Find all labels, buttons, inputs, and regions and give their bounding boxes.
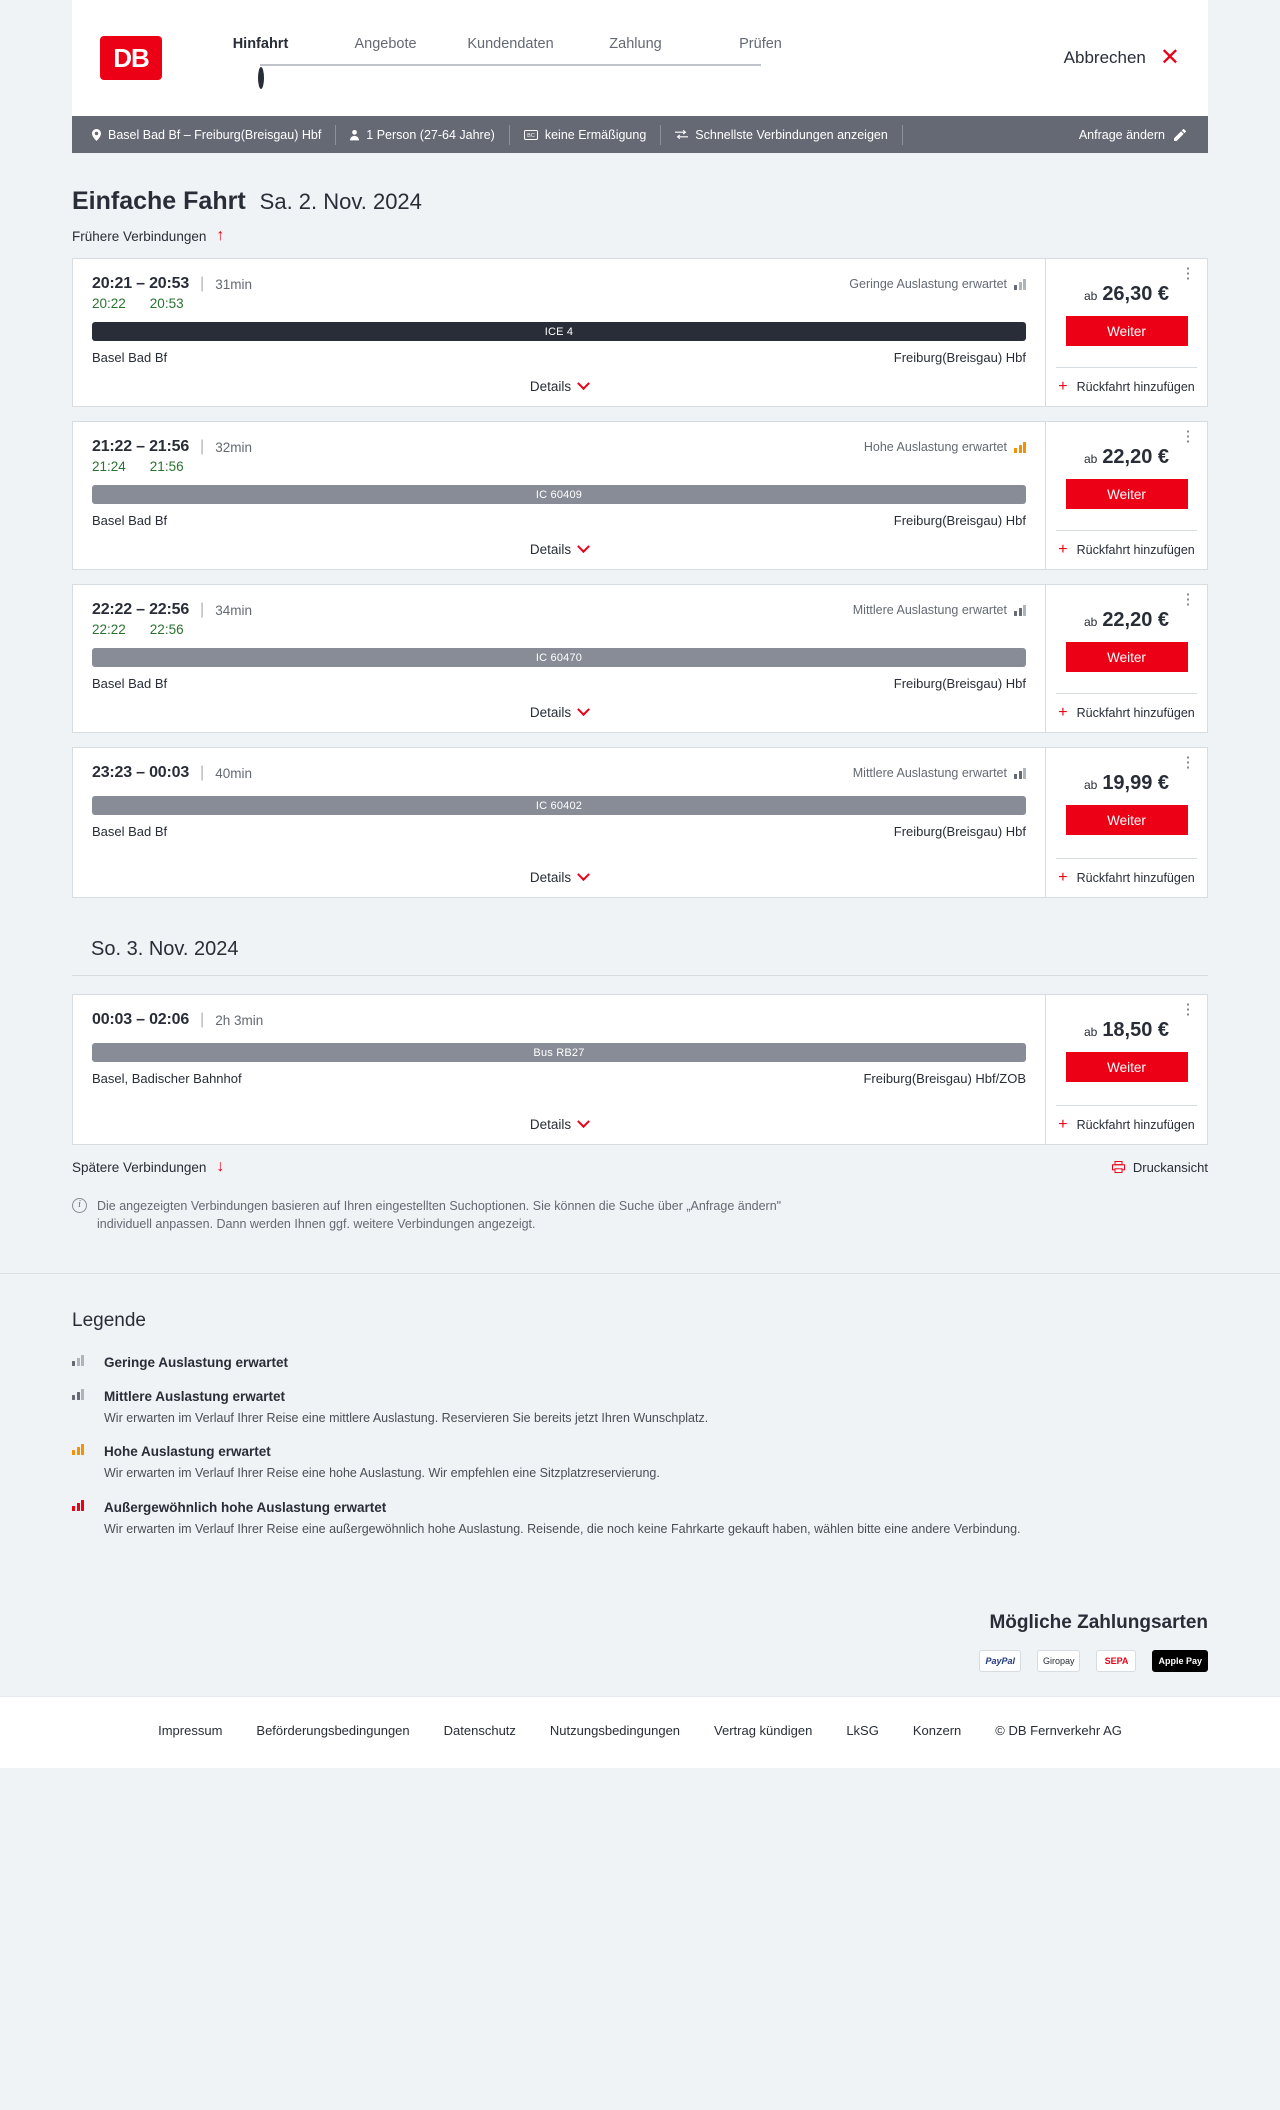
destination-station: Freiburg(Breisgau) Hbf <box>893 350 1026 365</box>
chevron-down-icon <box>577 703 590 716</box>
page-title: Einfache Fahrt <box>72 187 246 215</box>
cancel-button[interactable] <box>1064 46 1180 70</box>
continue-button[interactable]: Weiter <box>1066 316 1188 346</box>
price-prefix: ab <box>1083 615 1098 629</box>
connection-details <box>73 748 1045 897</box>
details-label: Details <box>529 705 572 720</box>
connection-card[interactable] <box>72 994 1208 1145</box>
details-label: Details <box>529 1117 572 1132</box>
connection-time: 23:23 – 00:03 <box>92 764 190 781</box>
connection-details <box>73 995 1045 1144</box>
step-label: Angebote <box>354 36 417 52</box>
day-divider: So. 3. Nov. 2024 <box>72 912 1208 976</box>
add-return-trip-label: Rückfahrt hinzufügen <box>1076 1118 1195 1132</box>
price-prefix: ab <box>1083 1025 1098 1039</box>
station-row <box>92 513 1026 528</box>
apple-pay-logo-icon: Apple Pay <box>1152 1650 1208 1672</box>
train-badge: ICE 4 <box>92 322 1026 341</box>
details-label: Details <box>529 379 572 394</box>
change-query-label: Anfrage ändern <box>1078 127 1165 142</box>
realtime-row <box>92 459 1026 476</box>
payment-methods-section <box>0 1594 1280 1696</box>
plus-icon: + <box>1058 1116 1068 1133</box>
cancel-label: Abbrechen <box>1063 48 1146 67</box>
plus-icon: + <box>1058 704 1068 721</box>
origin-station: Basel Bad Bf <box>92 676 168 691</box>
sepa-logo-icon: SEPA <box>1096 1650 1136 1672</box>
more-options-icon[interactable]: ⋮ <box>1180 265 1196 282</box>
destination-station: Freiburg(Breisgau) Hbf <box>893 676 1026 691</box>
arrow-down-icon: ↓ <box>216 1158 225 1175</box>
add-return-trip-button[interactable] <box>1056 693 1197 732</box>
query-route-label: Basel Bad Bf – Freiburg(Breisgau) Hbf <box>108 127 322 142</box>
connection-duration: 31min <box>215 276 252 292</box>
legend-title: Legende <box>72 1310 146 1332</box>
realtime-arrival: 21:56 <box>149 459 184 474</box>
price-value: 26,30 € <box>1102 283 1170 305</box>
query-discount[interactable] <box>510 125 661 145</box>
footer-link-nutzungsbedingungen[interactable]: Nutzungsbedingungen <box>549 1722 681 1738</box>
chevron-down-icon <box>577 540 590 553</box>
results-main <box>72 153 1208 1273</box>
continue-button[interactable]: Weiter <box>1066 642 1188 672</box>
query-travellers[interactable] <box>336 125 510 145</box>
utilization-bars-icon <box>72 1443 92 1455</box>
connection-offer <box>1045 748 1207 897</box>
more-options-icon[interactable]: ⋮ <box>1180 1001 1196 1018</box>
train-badge: IC 60402 <box>92 796 1026 815</box>
legend-item-title: Mittlere Auslastung erwartet <box>104 1389 286 1405</box>
utilization-bars-icon <box>1014 767 1026 779</box>
close-icon[interactable]: ✕ <box>1159 44 1180 71</box>
query-route[interactable] <box>88 125 336 145</box>
payment-methods-title: Mögliche Zahlungsarten <box>989 1611 1208 1633</box>
station-row <box>92 824 1026 839</box>
legend-item-desc: Wir erwarten im Verlauf Ihrer Reise eine außergewöhnlich hohe Auslastung. Reisende, die noch keine Fahrkarte gekauft haben, wählen bitte eine andere Verbindung. <box>104 1521 1021 1536</box>
footer-link-befoerderungsbedingungen[interactable]: Beförderungsbedingungen <box>256 1722 410 1738</box>
pencil-icon <box>1174 129 1186 141</box>
details-toggle[interactable] <box>92 839 1026 897</box>
connection-offer <box>1045 995 1207 1144</box>
earlier-connections-button[interactable] <box>72 228 1208 244</box>
add-return-trip-button[interactable] <box>1056 530 1197 569</box>
add-return-trip-label: Rückfahrt hinzufügen <box>1076 706 1195 720</box>
query-discount-label: keine Ermäßigung <box>544 127 647 142</box>
svg-text:BC: BC <box>527 132 535 139</box>
person-icon <box>350 129 359 141</box>
query-sorting[interactable] <box>661 125 903 145</box>
legend-item-medium <box>72 1388 1208 1427</box>
connection-offer <box>1045 585 1207 732</box>
legend-item-extreme <box>72 1499 1208 1538</box>
page-date: Sa. 2. Nov. 2024 <box>259 189 422 214</box>
legend-item-title: Hohe Auslastung erwartet <box>104 1444 271 1460</box>
price-block <box>1084 1019 1169 1042</box>
step-label: Zahlung <box>609 36 662 52</box>
connection-details <box>73 585 1045 732</box>
realtime-row <box>92 296 1026 313</box>
details-toggle[interactable] <box>92 1086 1026 1144</box>
details-toggle[interactable] <box>92 365 1026 406</box>
realtime-arrival: 20:53 <box>149 296 184 311</box>
connection-card[interactable] <box>72 584 1208 733</box>
connection-time-row <box>92 764 1026 782</box>
realtime-row <box>92 622 1026 639</box>
add-return-trip-button[interactable] <box>1056 367 1197 406</box>
realtime-departure: 22:22 <box>92 622 126 637</box>
train-badge: Bus RB27 <box>92 1043 1026 1062</box>
utilization-bars-crossed-icon <box>72 1499 92 1511</box>
page-title-row <box>72 187 1208 216</box>
results-footer <box>72 1159 1208 1175</box>
db-logo[interactable]: DB <box>100 36 162 80</box>
train-badge: IC 60470 <box>92 648 1026 667</box>
add-return-trip-button[interactable] <box>1056 858 1197 897</box>
legend-item-low <box>72 1354 1208 1372</box>
realtime-arrival: 22:56 <box>149 622 184 637</box>
print-view-label: Druckansicht <box>1132 1159 1208 1175</box>
footer-copyright: © DB Fernverkehr AG <box>995 1722 1122 1738</box>
time-separator: | <box>200 438 205 455</box>
print-view-button[interactable] <box>1112 1160 1208 1175</box>
footer-link-datenschutz[interactable]: Datenschutz <box>443 1722 516 1738</box>
connection-duration: 32min <box>215 439 252 455</box>
swap-arrows-icon <box>675 129 688 140</box>
utilization-bars-icon <box>72 1388 92 1400</box>
utilization-label: Mittlere Auslastung erwartet <box>852 603 1007 617</box>
more-options-icon[interactable]: ⋮ <box>1180 591 1196 608</box>
legend-item-title: Außergewöhnlich hohe Auslastung erwartet <box>104 1499 387 1515</box>
price-prefix: ab <box>1083 452 1098 466</box>
add-return-trip-button[interactable] <box>1056 1105 1197 1144</box>
train-badge: IC 60409 <box>92 485 1026 504</box>
chevron-down-icon <box>577 868 590 881</box>
step-label: Prüfen <box>739 36 782 52</box>
destination-station: Freiburg(Breisgau) Hbf <box>893 824 1026 839</box>
utilization-bars-icon <box>1014 441 1026 453</box>
arrow-up-icon: ↑ <box>216 227 225 244</box>
connection-offer <box>1045 422 1207 569</box>
plus-icon: + <box>1058 869 1068 886</box>
connection-card[interactable] <box>72 747 1208 898</box>
step-dot-active-icon <box>258 67 264 89</box>
step-label: Hinfahrt <box>232 36 289 52</box>
connection-time: 22:22 – 22:56 <box>92 601 190 618</box>
stepper-bar <box>72 0 1208 116</box>
step-hinfahrt[interactable] <box>198 36 323 86</box>
location-pin-icon <box>92 129 101 141</box>
utilization-indicator <box>864 440 1026 454</box>
chevron-down-icon <box>577 377 590 390</box>
query-summary-bar <box>72 116 1208 153</box>
realtime-departure: 20:22 <box>92 296 126 311</box>
destination-station: Freiburg(Breisgau) Hbf/ZOB <box>863 1071 1026 1086</box>
connection-time-row <box>92 275 1026 293</box>
continue-button[interactable]: Weiter <box>1066 1052 1188 1082</box>
station-row <box>92 676 1026 691</box>
connection-details <box>73 259 1045 406</box>
connection-time-row <box>92 1011 1026 1029</box>
utilization-label: Geringe Auslastung erwartet <box>849 277 1007 291</box>
utilization-bars-icon <box>1014 604 1026 616</box>
origin-station: Basel Bad Bf <box>92 350 168 365</box>
legend-item-high <box>72 1443 1208 1482</box>
price-value: 19,99 € <box>1102 772 1170 794</box>
price-block <box>1084 609 1169 632</box>
add-return-trip-label: Rückfahrt hinzufügen <box>1076 871 1195 885</box>
chevron-down-icon <box>577 1115 590 1128</box>
connection-card[interactable] <box>72 421 1208 570</box>
site-footer <box>0 1696 1280 1768</box>
utilization-bars-icon <box>72 1354 92 1366</box>
origin-station: Basel, Badischer Bahnhof <box>92 1071 242 1086</box>
price-block <box>1084 772 1169 795</box>
legend-item-title: Geringe Auslastung erwartet <box>104 1355 289 1371</box>
connection-time: 00:03 – 02:06 <box>92 1011 190 1028</box>
destination-station: Freiburg(Breisgau) Hbf <box>893 513 1026 528</box>
paypal-logo-icon: PayPal <box>979 1650 1021 1672</box>
price-value: 22,20 € <box>1102 446 1170 468</box>
change-query-button[interactable] <box>1079 128 1192 142</box>
add-return-trip-label: Rückfahrt hinzufügen <box>1076 543 1195 557</box>
plus-icon: + <box>1058 378 1068 395</box>
query-sorting-label: Schnellste Verbindungen anzeigen <box>695 127 888 142</box>
details-toggle[interactable] <box>92 691 1026 732</box>
footer-link-vertrag-kuendigen[interactable]: Vertrag kündigen <box>714 1722 813 1738</box>
details-label: Details <box>529 542 572 557</box>
price-prefix: ab <box>1083 778 1098 792</box>
stepper-line <box>260 64 761 66</box>
later-connections-button[interactable] <box>72 1159 224 1175</box>
price-prefix: ab <box>1083 289 1098 303</box>
connection-time: 20:21 – 20:53 <box>92 275 190 292</box>
origin-station: Basel Bad Bf <box>92 824 168 839</box>
utilization-indicator <box>853 766 1026 780</box>
footer-link-lksg[interactable]: LkSG <box>846 1722 879 1738</box>
checkout-stepper <box>198 36 823 86</box>
details-toggle[interactable] <box>92 528 1026 569</box>
more-options-icon[interactable]: ⋮ <box>1180 428 1196 445</box>
connection-duration: 40min <box>215 765 252 781</box>
printer-icon <box>1112 1161 1125 1173</box>
connection-time: 21:22 – 21:56 <box>92 438 190 455</box>
info-icon: i <box>72 1198 87 1213</box>
utilization-indicator <box>849 277 1026 291</box>
origin-station: Basel Bad Bf <box>92 513 168 528</box>
realtime-departure: 21:24 <box>92 459 126 474</box>
connection-time-row <box>92 438 1026 456</box>
utilization-label: Hohe Auslastung erwartet <box>863 440 1007 454</box>
station-row <box>92 1071 1026 1086</box>
legend-section <box>0 1273 1280 1593</box>
utilization-bars-icon <box>1014 278 1026 290</box>
plus-icon: + <box>1058 541 1068 558</box>
step-label: Kundendaten <box>467 36 554 52</box>
connection-duration: 34min <box>215 602 252 618</box>
time-separator: | <box>200 601 205 618</box>
station-row <box>92 350 1026 365</box>
time-separator: | <box>200 1011 205 1028</box>
utilization-indicator <box>853 603 1026 617</box>
time-separator: | <box>200 764 205 781</box>
query-travellers-label: 1 Person (27-64 Jahre) <box>366 127 495 142</box>
later-connections-label: Spätere Verbindungen <box>72 1159 207 1175</box>
earlier-connections-label: Frühere Verbindungen <box>72 228 207 244</box>
legend-item-desc: Wir erwarten im Verlauf Ihrer Reise eine hohe Auslastung. Wir empfehlen eine Sitzplatzreservierung. <box>104 1466 660 1481</box>
bahncard-icon <box>524 130 538 140</box>
more-options-icon[interactable]: ⋮ <box>1180 754 1196 771</box>
price-block <box>1084 446 1169 469</box>
price-block <box>1084 283 1169 306</box>
connection-offer <box>1045 259 1207 406</box>
connection-time-row <box>92 601 1026 619</box>
giropay-logo-icon: Giropay <box>1037 1650 1081 1672</box>
search-hint <box>72 1197 832 1233</box>
footer-link-impressum[interactable]: Impressum <box>158 1722 223 1738</box>
details-label: Details <box>529 870 572 885</box>
connection-card[interactable] <box>72 258 1208 407</box>
add-return-trip-label: Rückfahrt hinzufügen <box>1076 380 1195 394</box>
connection-duration: 2h 3min <box>215 1012 264 1028</box>
search-hint-text: Die angezeigten Verbindungen basieren auf Ihren eingestellten Suchoptionen. Sie können die Suche über „Anfrage ändern" individuell anpassen. Dann werden Ihnen ggf. weitere Verbindungen angezeigt. <box>97 1199 782 1232</box>
footer-link-konzern[interactable]: Konzern <box>912 1722 962 1738</box>
connection-details <box>73 422 1045 569</box>
continue-button[interactable]: Weiter <box>1066 479 1188 509</box>
continue-button[interactable]: Weiter <box>1066 805 1188 835</box>
price-value: 22,20 € <box>1102 609 1170 631</box>
time-separator: | <box>200 275 205 292</box>
price-value: 18,50 € <box>1102 1019 1170 1041</box>
legend-item-desc: Wir erwarten im Verlauf Ihrer Reise eine mittlere Auslastung. Reservieren Sie bereits jetzt Ihren Wunschplatz. <box>104 1411 709 1426</box>
payment-logos <box>979 1650 1208 1672</box>
utilization-label: Mittlere Auslastung erwartet <box>852 766 1007 780</box>
